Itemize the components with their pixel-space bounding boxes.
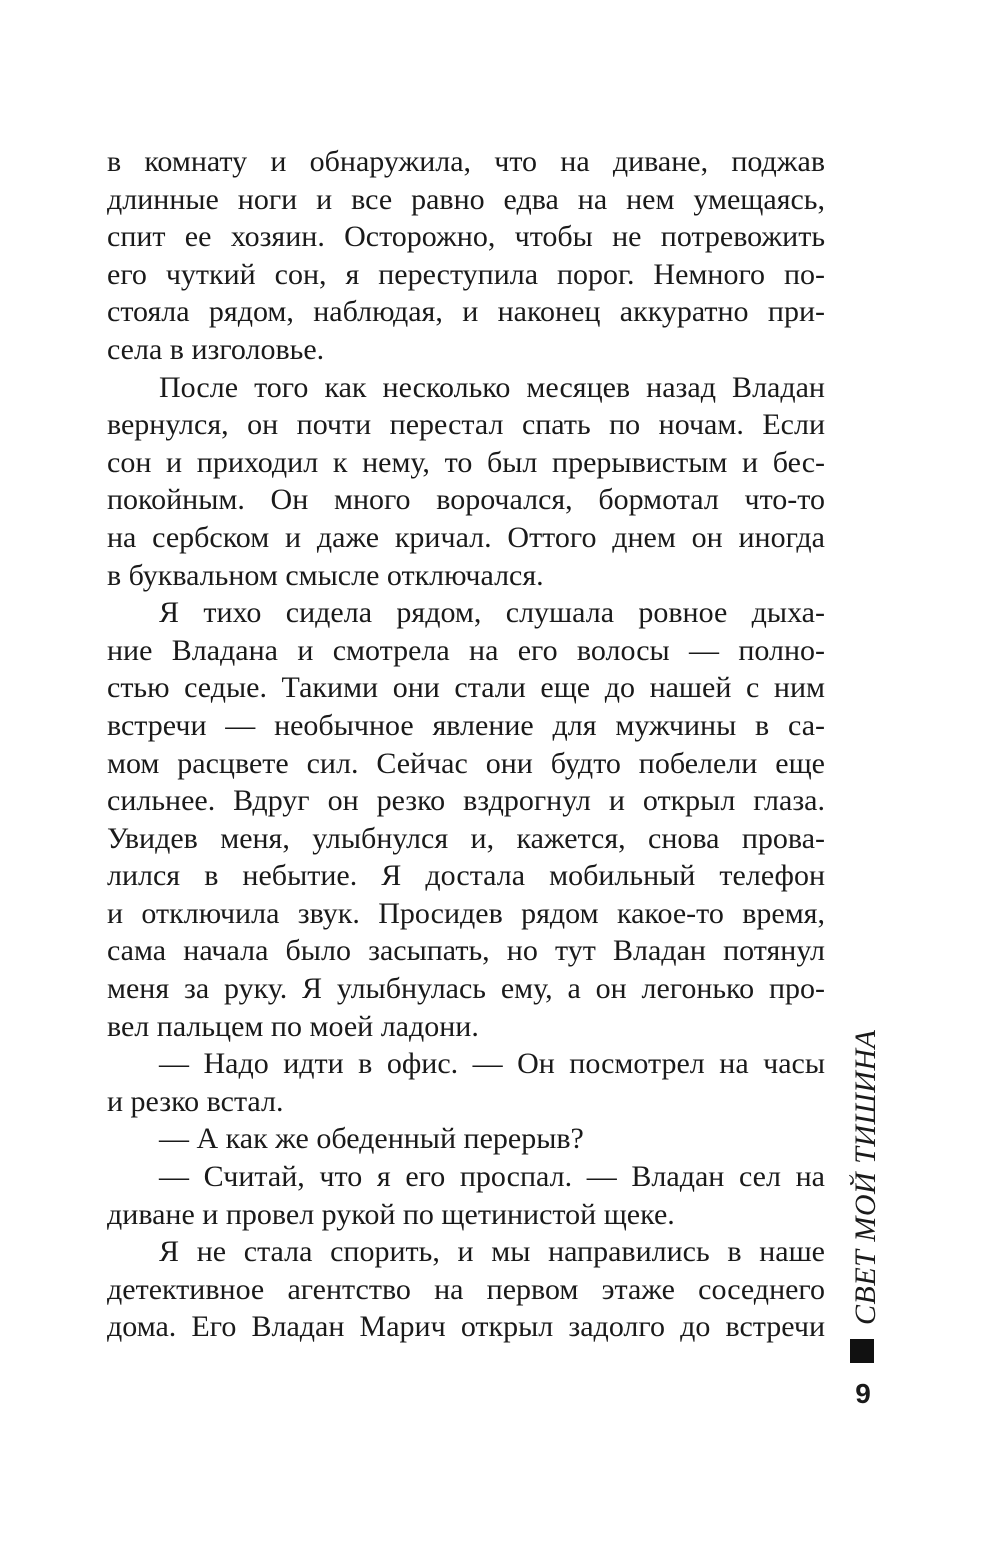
- page-number: 9: [855, 1378, 871, 1409]
- text-line: длинные ноги и все равно едва на нем умещаясь,: [107, 182, 825, 216]
- text-line: дома. Его Владан Марич открыл задолго до встречи: [107, 1310, 825, 1344]
- running-title: СВЕТ МОЙ ТИШИНА: [849, 1029, 882, 1325]
- text-line: вел пальцем по моей ладони.: [107, 1009, 479, 1043]
- text-line: и отключила звук. Просидев рядом какое-то время,: [107, 896, 825, 930]
- text-line: сама начала было засыпать, но тут Владан потянул: [107, 934, 825, 968]
- text-line: покойным. Он много ворочался, бормотал что-то: [107, 483, 825, 517]
- text-line: встречи — необычное явление для мужчины в са-: [107, 708, 825, 742]
- text-line: Увидев меня, улыбнулся и, кажется, снова прова-: [107, 821, 825, 855]
- text-line: Я не стала спорить, и мы направились в наше: [159, 1235, 825, 1269]
- text-line: — Надо идти в офис. — Он посмотрел на часы: [159, 1047, 825, 1081]
- square-marker-icon: [850, 1339, 874, 1363]
- body-text: [107, 143, 825, 1346]
- text-line: сон и приходил к нему, то был прерывистым и бес-: [107, 445, 825, 479]
- text-line: После того как несколько месяцев назад Владан: [159, 370, 825, 404]
- text-line: меня за руку. Я улыбнулась ему, а он легонько про-: [107, 972, 825, 1006]
- text-line: сильнее. Вдруг он резко вздрогнул и открыл глаза.: [107, 784, 825, 818]
- text-line: вернулся, он почти перестал спать по ночам. Если: [107, 408, 825, 442]
- text-line: детективное агентство на первом этаже соседнего: [107, 1272, 825, 1306]
- text-line: стью седые. Такими они стали еще до нашей с ним: [107, 671, 825, 705]
- text-line: стояла рядом, наблюдая, и наконец аккуратно при-: [107, 295, 825, 329]
- text-line: лился в небытие. Я достала мобильный телефон: [107, 859, 825, 893]
- text-line: диване и провел рукой по щетинистой щеке.: [107, 1197, 675, 1231]
- text-line: его чуткий сон, я переступила порог. Немного по-: [107, 257, 825, 291]
- text-line: на сербском и даже кричал. Оттого днем он иногда: [107, 520, 825, 554]
- text-line: — А как же обеденный перерыв?: [159, 1122, 584, 1156]
- text-line: — Считай, что я его проспал. — Владан сел на: [159, 1160, 825, 1194]
- text-line: в комнату и обнаружила, что на диване, поджав: [107, 145, 825, 178]
- text-line: спит ее хозяин. Осторожно, чтобы не потревожить: [107, 220, 825, 254]
- text-line: и резко встал.: [107, 1084, 284, 1118]
- text-line: Я тихо сидела рядом, слушала ровное дыха-: [159, 596, 825, 630]
- text-line: села в изголовье.: [107, 332, 325, 366]
- text-line: мом расцвете сил. Сейчас они будто побелели еще: [107, 746, 825, 780]
- text-line: в буквальном смысле отключался.: [107, 558, 544, 592]
- text-line: ние Владана и смотрела на его волосы — полно-: [107, 633, 825, 667]
